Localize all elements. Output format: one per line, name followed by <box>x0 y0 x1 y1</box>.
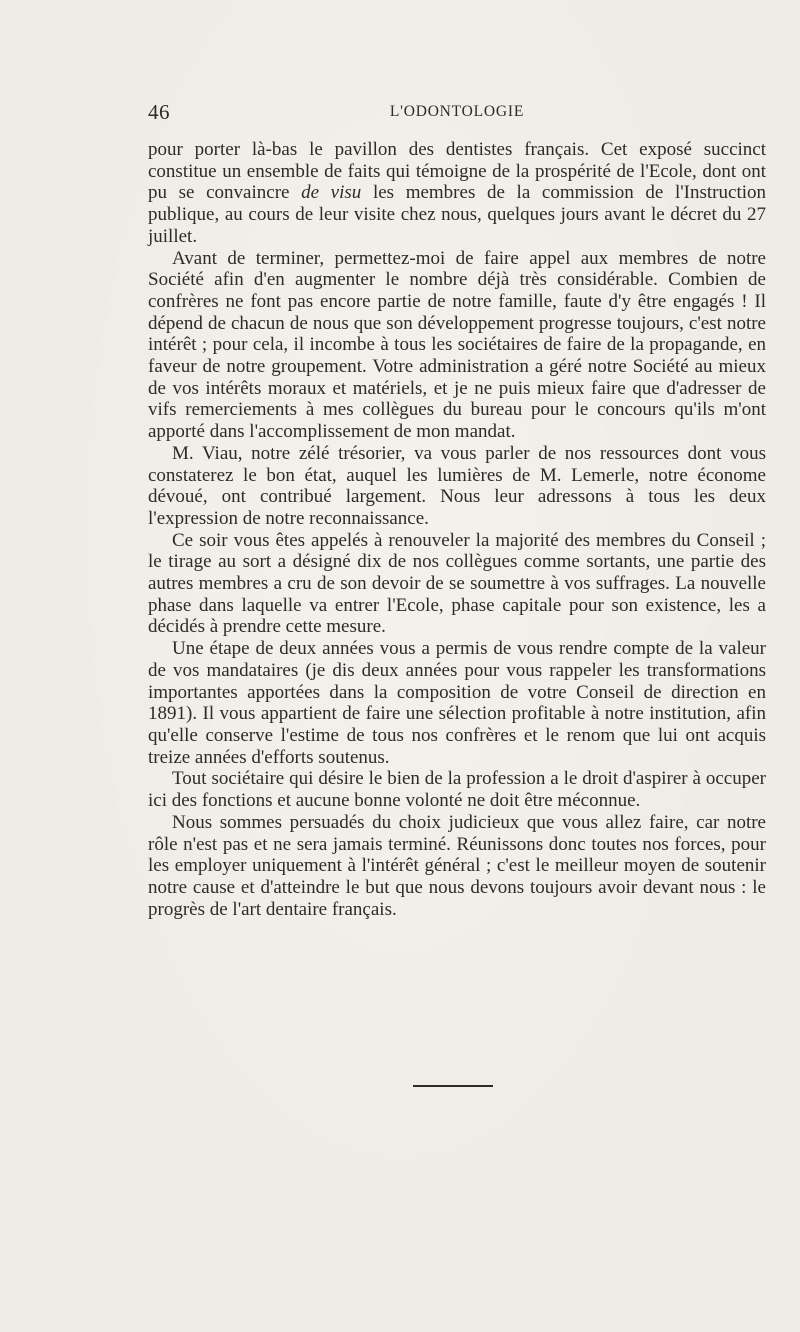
paragraph: M. Viau, notre zélé trésorier, va vous parler de nos ressources dont vous constaterez le bon état, auquel les lumières de M. Lemerle, notre économe dévoué, ont contribué largement. Nous leur adressons à tous les deux l'expression de notre reconnaissance. <box>148 442 766 529</box>
page-header <box>148 100 766 130</box>
paragraph-text: pour porter là-bas le pavillon des dentistes français. Cet exposé succinct constitue un ensemble de faits qui témoigne de la prospérité de l'Ecole, dont ont pu se convaincre <box>148 139 766 204</box>
closing-rule <box>413 1085 493 1087</box>
page-number: 46 <box>148 100 170 124</box>
paragraph <box>148 139 766 248</box>
running-title: L'ODONTOLOGIE <box>389 103 525 120</box>
paragraph: Nous sommes persuadés du choix judicieux que vous allez faire, car notre rôle n'est pas et ne sera jamais terminé. Réunissons donc toutes nos forces, pour les employer uniquement à l'intérêt général ; c'est le meilleur moyen de soutenir notre cause et d'atteindre le but que nous devons toujours avoir devant nous : le progrès de l'art dentaire français. <box>148 811 766 920</box>
body-text <box>148 139 766 920</box>
paragraph: Une étape de deux années vous a permis de vous rendre compte de la valeur de vos mandataires (je dis deux années pour vous rappeler les transformations importantes apportées dans la composition de votre Conseil de direction en 1891). Il vous appartient de faire une sélection profitable à notre institution, afin qu'elle conserve l'estime de tous nos confrères et le renom que lui ont acquis treize années d'efforts soutenus. <box>148 638 766 768</box>
paragraph: Avant de terminer, permettez-moi de faire appel aux membres de notre Société afin d'en augmenter le nombre déjà très considérable. Combien de confrères ne font pas encore partie de notre famille, faute d'y être engagés ! Il dépend de chacun de nous que son développement progresse toujours, c'est notre intérêt ; pour cela, il incombe à tous les sociétaires de faire de la propagande, en faveur de notre groupement. Votre administration a géré notre Société au mieux de vos intérêts moraux et matériels, et je ne puis mieux faire que d'adresser de vifs remerciements à mes collègues du bureau pour le concours qu'ils m'ont apporté dans l'accomplissement de mon mandat. <box>148 247 766 443</box>
emphasized-phrase: de visu <box>301 182 362 204</box>
paragraph-text: les membres de la commission de l'Instruction publique, au cours de leur visite chez nous, quelques jours avant le décret du 27 juillet. <box>148 182 766 247</box>
paragraph: Tout sociétaire qui désire le bien de la profession a le droit d'aspirer à occuper ici des fonctions et aucune bonne volonté ne doit être méconnue. <box>148 768 766 812</box>
paragraph: Ce soir vous êtes appelés à renouveler la majorité des membres du Conseil ; le tirage au sort a désigné dix de nos collègues comme sortants, une partie des autres membres a cru de son devoir de se soumettre à vos suffrages. La nouvelle phase dans laquelle va entrer l'Ecole, phase capitale pour son existence, les a décidés à prendre cette mesure. <box>148 529 766 638</box>
